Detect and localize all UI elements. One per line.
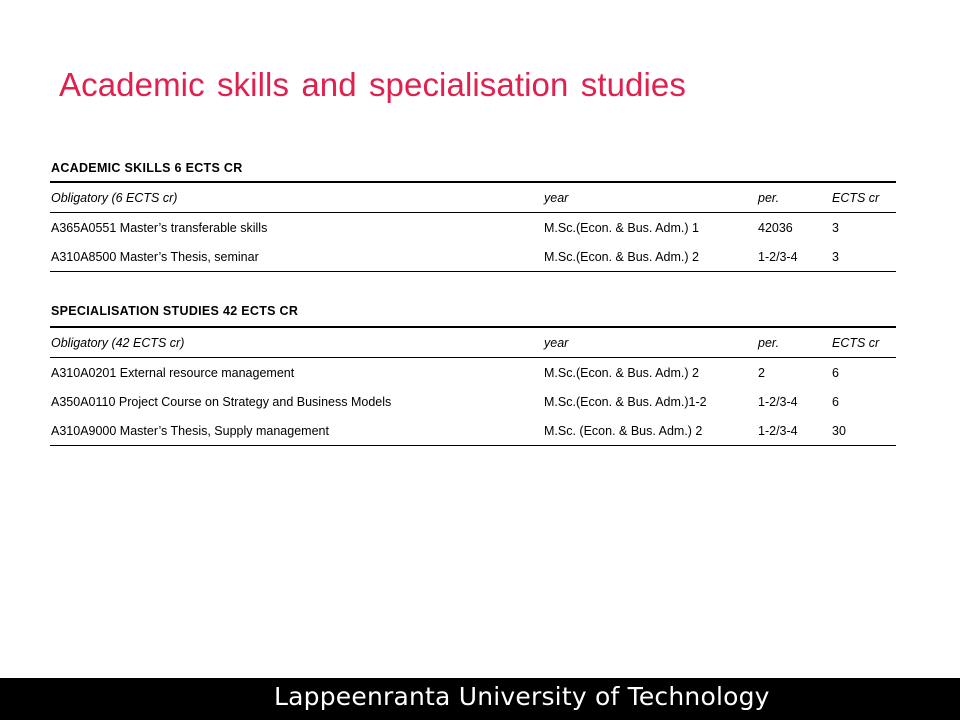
column-header-course: Obligatory (6 ECTS cr) [51, 190, 178, 205]
period-cell: 42036 [758, 220, 793, 235]
section-heading-specialisation-studies: SPECIALISATION STUDIES 42 ECTS CR [51, 304, 299, 318]
academic-skills-table [50, 181, 896, 272]
table-row [50, 416, 896, 446]
ects-cell: 6 [832, 365, 839, 380]
year-cell: M.Sc.(Econ. & Bus. Adm.) 2 [544, 249, 699, 264]
specialisation-studies-table [50, 326, 896, 446]
table-header-row [50, 327, 896, 358]
table-header-row [50, 182, 896, 213]
column-header-ects: ECTS cr [832, 190, 880, 205]
table-row [50, 387, 896, 416]
course-cell: A310A9000 Master’s Thesis, Supply management [51, 423, 329, 438]
period-cell: 2 [758, 365, 765, 380]
slide-title: Academic skills and specialisation studies [59, 66, 686, 103]
period-cell: 1-2/3-4 [758, 249, 798, 264]
table-row [50, 242, 896, 272]
footer-bar [0, 678, 960, 720]
column-header-period: per. [758, 190, 780, 205]
year-cell: M.Sc.(Econ. & Bus. Adm.)1-2 [544, 394, 707, 409]
ects-cell: 3 [832, 220, 839, 235]
year-cell: M.Sc.(Econ. & Bus. Adm.) 1 [544, 220, 699, 235]
course-cell: A310A8500 Master’s Thesis, seminar [51, 249, 259, 264]
course-cell: A365A0551 Master’s transferable skills [51, 220, 268, 235]
ects-cell: 6 [832, 394, 839, 409]
section-heading-academic-skills: ACADEMIC SKILLS 6 ECTS CR [51, 161, 243, 175]
column-header-course: Obligatory (42 ECTS cr) [51, 335, 185, 350]
column-header-ects: ECTS cr [832, 335, 880, 350]
course-cell: A350A0110 Project Course on Strategy and Business Models [51, 394, 392, 409]
column-header-year: year [544, 335, 569, 350]
column-header-year: year [544, 190, 569, 205]
table-row [50, 358, 896, 388]
table-row [50, 213, 896, 243]
period-cell: 1-2/3-4 [758, 394, 798, 409]
course-cell: A310A0201 External resource management [51, 365, 295, 380]
year-cell: M.Sc.(Econ. & Bus. Adm.) 2 [544, 365, 699, 380]
period-cell: 1-2/3-4 [758, 423, 798, 438]
year-cell: M.Sc. (Econ. & Bus. Adm.) 2 [544, 423, 703, 438]
university-name: Lappeenranta University of Technology [274, 682, 770, 711]
column-header-period: per. [758, 335, 780, 350]
ects-cell: 3 [832, 249, 839, 264]
ects-cell: 30 [832, 423, 846, 438]
